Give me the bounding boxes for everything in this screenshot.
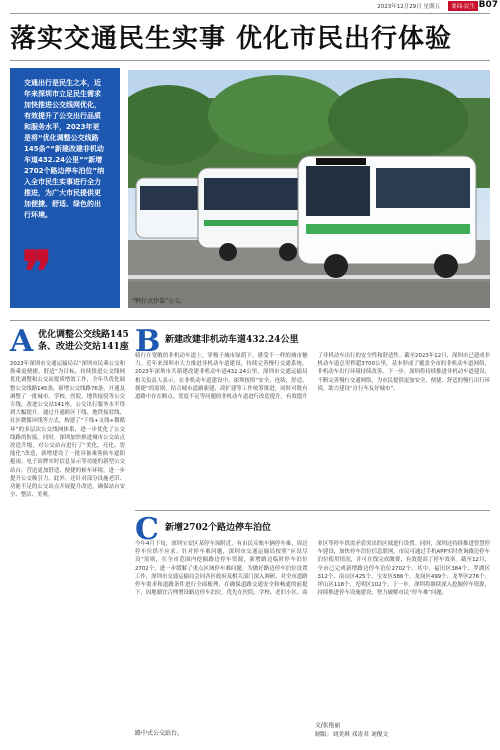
- section-c-title: 新增2702个路边停车泊位: [165, 523, 272, 533]
- section-c-body: 今年4月下旬，深圳宝安区某停车场附近，有市民反映车辆停车难，周边停车位供不应求。针对停车难问题，深圳市交通运输局按照“应设尽设”原则，在全市范围内挖掘路边停车资源，新增路边临时停车泊位2702个，进一步缓解了重点区域停车难问题。为做好路边停车泊位设置工作，深圳市交通运输局会同各区政府及相关部门深入调研，对全市道路停车需求和道路条件进行全面梳理，在确保道路交通安全和畅通的前提下，因地制宜合理增设路边停车泊位，优先在医院、学校、老旧小区、商业区等停车供需矛盾突出的区域进行设置。同时，深圳还持续推进智慧停车建设，加快停车泊位信息联网，市民可通过手机APP实时查询路边停车泊位使用情况，并可在线完成缴费，有效提高了停车效率。截至12月，全市已完成新增路边停车泊位2702个，其中，福田区384个、罗湖区312个、南山区425个、宝安区586个、龙岗区499个、龙华区276个、坪山区118个、光明区102个。下一步，深圳将继续深入挖掘停车资源，持续推进停车设施建设，努力破解市民“停车难”问题。: [135, 541, 490, 597]
- section-b-title: 新建改建非机动车道432.24公里: [165, 335, 299, 345]
- section-c-rule: [135, 510, 490, 511]
- lead-text: 交通出行是民生之本，近年来深圳市立足民生需求加快推进公交线网优化，有效提升了公交出行品质和服务水平，2023年更是将“优化调整公交线路145条”“新建改建非机动车道432.24公里”“新增2702个路边停车泊位”纳入全市民生实事进行全力推进，为广大市民提供更加便捷、舒适、绿色的出行环境。: [24, 79, 105, 219]
- photo2-caption: 路中式公交站台。: [135, 730, 184, 737]
- section-a-title: 优化调整公交线路145条、改进公交站141座: [38, 330, 129, 352]
- electric-bus-image: [128, 70, 490, 308]
- section-c-letter: C: [135, 512, 159, 547]
- section-a-letter: A: [10, 324, 34, 359]
- section-b-body: 骑行在宽敞的非机动车道上，穿梭于城市绿荫下，感受不一样的城市魅力。近年来深圳市大力推进非机动车道建设，持续完善慢行交通系统，2023年深圳市共新建改建非机动车道432.24公里。深圳市交通运输局相关负责人表示，在非机动车道建设中，深圳按照“安全、连续、舒适、便捷”的原则，结合城市道路新建、改扩建等工作统筹推进，同时对既有道路中存在断点、宽度不足等问题的非机动车道进行改造提升，有效提升了非机动车出行的安全性和舒适性。截至2023年12月，深圳市已建成非机动车道总里程超3700公里，基本形成了覆盖全市的非机动车道网络，非机动车出行环境持续改善。下一步，深圳将持续推进非机动车道建设，不断完善慢行交通网络，为市民提供更加安全、便捷、舒适的慢行出行环境，助力建设“自行车友好城市”。: [135, 353, 490, 401]
- page-headline: 落实交通民生实事 优化市民出行体验: [10, 24, 453, 54]
- quote-mark-icon: ❞: [22, 239, 53, 305]
- masthead-bar: [0, 0, 500, 12]
- credit-author: 文/张艳丽: [315, 723, 341, 729]
- lead-box: [10, 68, 120, 308]
- top-rule: [10, 13, 490, 14]
- issue-date: 2023年12月29日 星期五: [377, 4, 440, 10]
- photo-caption: “鸭仔式停靠”公交。: [132, 298, 187, 305]
- section-rule: [10, 320, 490, 321]
- section-b-letter: B: [135, 324, 161, 359]
- page-number: B07: [478, 0, 498, 10]
- headline-rule: [10, 60, 490, 61]
- section-a-body: 2023年深圳市交通运输局以“深圳市民乘公交和换乘更便捷、舒适”为目标，持续推进公交线网优化调整和公交站提质增效工作，全年共优化调整公交线路145条，新增公交线路76条，开通及调整了一批城市、学校、医院、地铁接驳等公交专线，改进公交站141座，公交出行服务水平得到大幅提升。通过开通跨区干线、地铁接驳线、社区微循环线等方式，构建了“干线+支线+微循环”的多层次公交线网体系，进一步优化了公交线路的衔接。同时，深圳加快推进城市公交站点改造升级，对公交站台进行了“美化、亮化、智能化”改造，新增建设了一批具备乘客候车遮阳避雨、电子站牌实时信息显示等功能的新型公交站台，营造更加舒适、便捷的候车环境，进一步提升公交吸引力。此外，还针对部分设施老旧、功能不足的公交站点开展提升改造，确保站台安全、整洁、美观。: [10, 361, 125, 499]
- credit-editors: 制版：刘美琪 邓涛君 刘俊文: [315, 732, 389, 738]
- section-tag: 要闻·民生: [448, 1, 478, 11]
- bus-photo: [128, 70, 490, 308]
